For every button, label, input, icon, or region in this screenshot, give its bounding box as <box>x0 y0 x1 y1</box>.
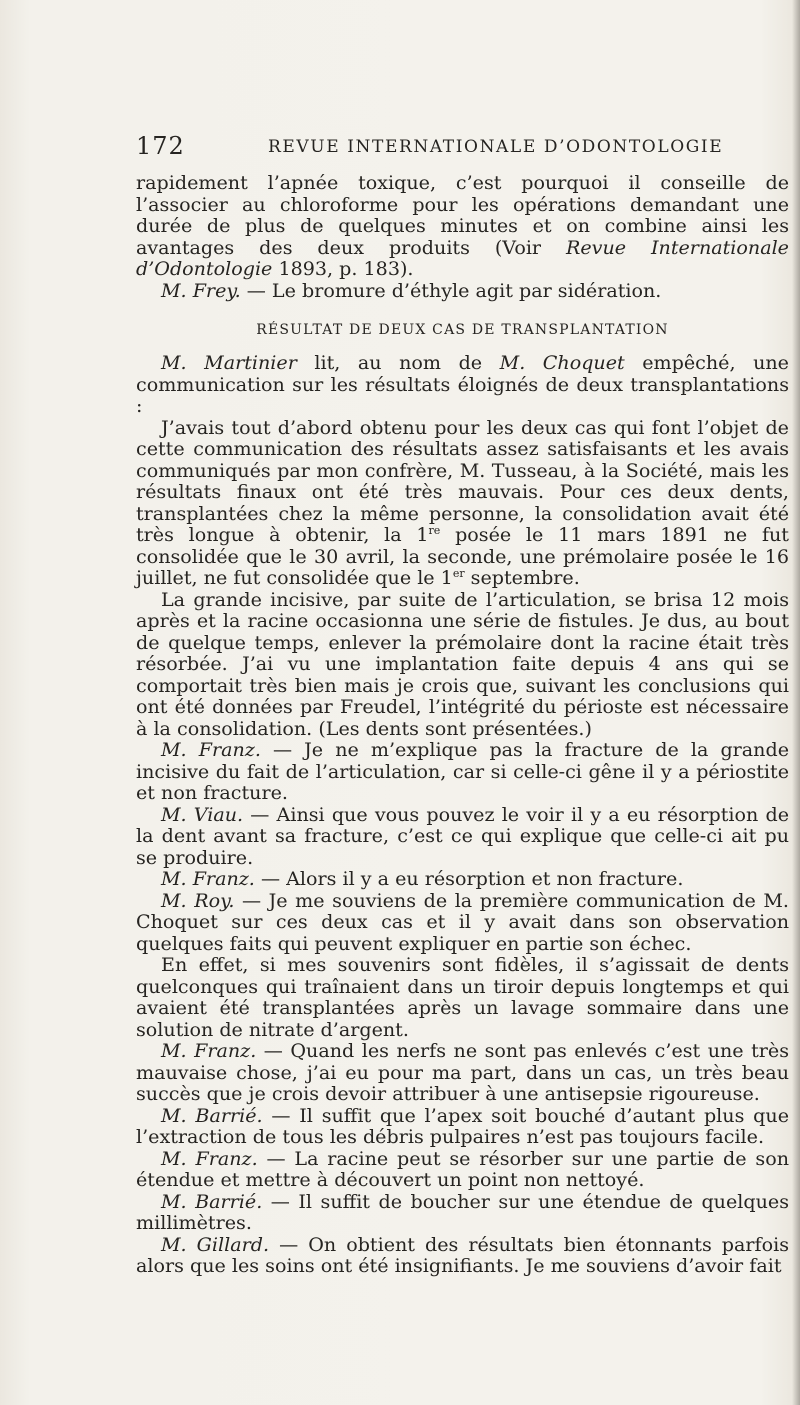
speaker-name: M. Gillard. <box>161 1232 270 1256</box>
person-name: M. Choquet <box>499 351 625 374</box>
speaker-name: M. Franz. <box>161 738 261 761</box>
paragraph-gillard <box>136 1234 789 1277</box>
paragraph-barrie-2 <box>136 1191 789 1234</box>
paragraph-roy-2: En effet, si mes souvenirs sont fidèles, il s’agissait de dents quelconques qui traînaient dans un tiroir depuis longtemps et qui avaient été transplantées après un lavage sommaire dans une solution de nitrate d’argent. <box>136 953 789 1041</box>
speaker-text: — Je ne m’explique pas la fracture de la grande incisive du fait de l’articulation, car si celle-ci gêne il y a périostite et non fracture. <box>136 738 789 804</box>
page-header <box>136 132 800 162</box>
speaker-name: M. Franz. <box>161 1146 258 1170</box>
speaker-text: — Je me souviens de la première communication de M. Choquet sur ces deux cas et il y avait dans son observation quelques faits qui peuvent expliquer en partie son échec. <box>136 888 789 955</box>
paragraph-text: posée le 11 mars 1891 ne fut consolidée que le 30 avril, la seconde, une prémolaire posée le 16 juillet, ne fut consolidée que le 1 <box>136 523 789 589</box>
paragraph-choquet-2: La grande incisive, par suite de l’articulation, se brisa 12 mois après et la racine occasionna une série de fistules. Je dus, au bout de quelque temps, enlever la prémolaire dont la racine était très résorbée. J’ai vu une implantation faite depuis 4 ans qui se comportait très bien mais je crois que, suivant les conclusions qui ont été données par Freudel, l’intégrité du périoste est nécessaire à la consolidation. (Les dents sont présentées.) <box>136 587 789 740</box>
paragraph-text: 1893, p. 183). <box>272 257 414 280</box>
speaker-name: M. Barrié. <box>161 1189 263 1213</box>
speaker-text: — On obtient des résultats bien étonnants parfois alors que les soins ont été insignifiants. Je me souviens d’avoir fait <box>136 1232 789 1277</box>
paragraph-viau <box>136 804 789 869</box>
paragraph-barrie-1 <box>136 1105 789 1148</box>
speaker-name: M. Roy. <box>161 888 235 912</box>
paragraph-franz-2 <box>136 868 789 890</box>
paragraph-franz-1 <box>136 739 789 804</box>
speaker-text: — Quand les nerfs ne sont pas enlevés c’est une très mauvaise chose, j’ai eu pour ma part, dans un cas, un très beau succès que je crois devoir attribuer à une antisepsie rigoureuse. <box>136 1039 789 1105</box>
paragraph-roy <box>136 890 789 955</box>
journal-reference: Revue Internationale d’Odontologie <box>136 235 789 280</box>
speaker-name: M. Frey. <box>161 278 241 302</box>
speaker-name: M. Franz. <box>161 1039 257 1062</box>
speaker-name: M. Martinier <box>161 351 297 374</box>
running-title: REVUE INTERNATIONALE D’ODONTOLOGIE <box>268 137 724 157</box>
page-edge-shadow <box>792 0 800 1405</box>
speaker-text: — Le bromure d’éthyle agit par sidération. <box>240 278 662 302</box>
speaker-name: M. Barrié. <box>161 1103 263 1127</box>
speaker-text: — Il suffit que l’apex soit bouché d’autant plus que l’extraction de tous les débris pulpaires n’est pas toujours facile. <box>136 1103 789 1148</box>
section-title: RÉSULTAT DE DEUX CAS DE TRANSPLANTATION <box>256 322 669 338</box>
paragraph-text: lit, au nom de <box>296 351 500 374</box>
paragraph-frey <box>136 280 789 302</box>
paragraph-continued <box>136 172 789 280</box>
page-body <box>136 172 789 1277</box>
paragraph-text: empêché, une communication sur les résultats éloignés de deux transplantations : <box>136 351 789 417</box>
speaker-name: M. Viau. <box>161 802 244 826</box>
speaker-text: — Alors il y a eu résorption et non fracture. <box>254 867 684 890</box>
speaker-text: — Il suffit de boucher sur une étendue de quelques millimètres. <box>136 1189 790 1234</box>
paragraph-text: rapidement l’apnée toxique, c’est pourquoi il conseille de l’associer au chloroforme pour les opérations demandant une durée de plus de quelques minutes et on combine ainsi les avantages des deux produits (Voir <box>136 171 789 259</box>
superscript: re <box>428 524 441 537</box>
paragraph-franz-3 <box>136 1040 789 1105</box>
paragraph-franz-4 <box>136 1148 789 1191</box>
speaker-text: — La racine peut se résorber sur une partie de son étendue et mettre à découvert un point non nettoyé. <box>136 1146 789 1191</box>
paragraph-text: septembre. <box>464 566 580 589</box>
superscript: er <box>452 567 465 580</box>
paragraph-text: J’avais tout d’abord obtenu pour les deux cas qui font l’objet de cette communication des résultats assez satisfaisants et les avais communiqués par mon confrère, M. Tusseau, à la Société, mais les résultats finaux ont été très mauvais. Pour ces deux dents, transplantées chez la même personne, la consolidation avait été très longue à obtenir, la 1 <box>136 415 789 546</box>
speaker-name: M. Franz. <box>161 867 255 890</box>
page-number: 172 <box>136 132 185 160</box>
paragraph-choquet-1 <box>136 417 789 589</box>
speaker-text: — Ainsi que vous pouvez le voir il y a eu résorption de la dent avant sa fracture, c’est ce qui explique que celle-ci ait pu se produire. <box>136 802 789 869</box>
paragraph-martinier <box>136 352 789 417</box>
